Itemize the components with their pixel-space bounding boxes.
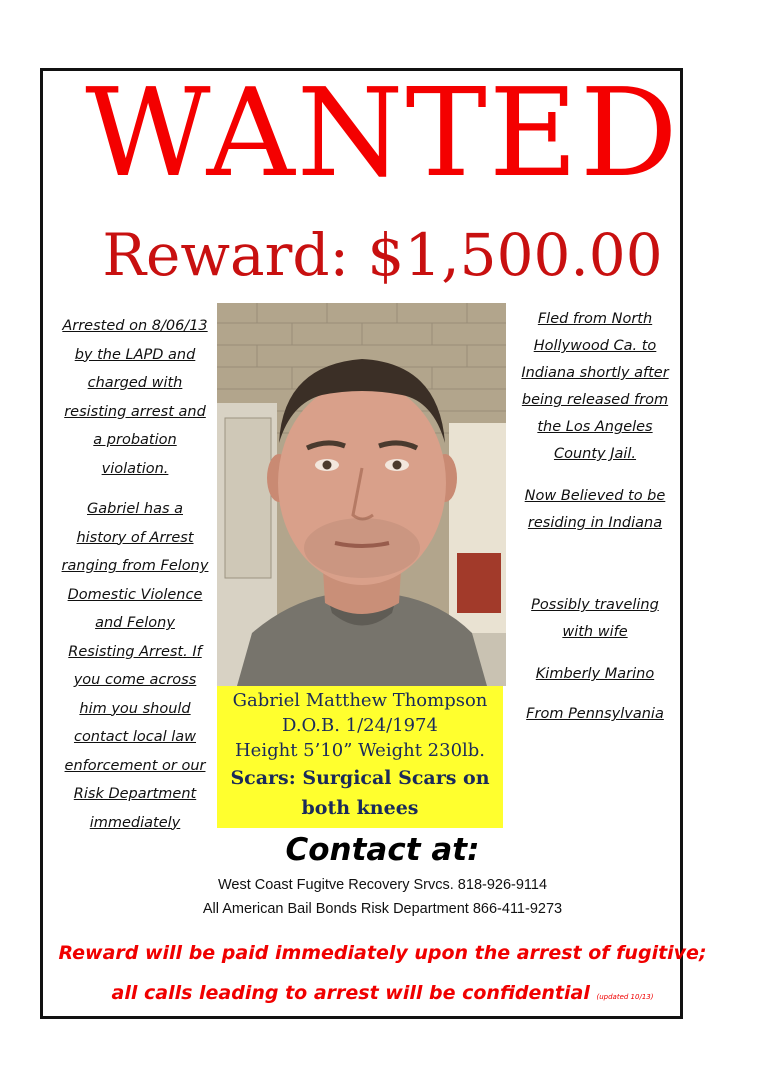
left-history-text — [50, 495, 220, 837]
suspect-scars: Scars: Surgical Scars on — [230, 767, 490, 789]
text-line: immediately — [89, 814, 181, 831]
right-fled-text — [502, 306, 688, 468]
right-origin — [502, 700, 688, 729]
text-line: enforcement or our — [64, 757, 206, 774]
right-residing-text — [502, 483, 688, 537]
text-line: contact local law — [73, 729, 197, 745]
text-line: the Los Angeles — [537, 419, 653, 435]
text-line: Possibly traveling — [531, 597, 659, 613]
text-line: Indiana shortly after — [521, 365, 669, 381]
reward-terms: Reward will be paid immediately upon the arrest of fugitive; — [58, 942, 707, 964]
text-line: history of Arrest — [76, 529, 194, 546]
text-line: him you should — [79, 700, 191, 717]
text-line: ranging from Felony — [61, 558, 209, 574]
text-line: charged with — [87, 375, 183, 391]
text-line: Risk Department — [73, 786, 197, 802]
text-line: a probation — [93, 432, 177, 448]
text-line: Arrested on 8/06/13 — [62, 318, 208, 334]
right-wife-text — [502, 592, 688, 646]
contact-agency-2: All American Bail Bonds Risk Department 866-411-9273 — [202, 901, 563, 917]
text-line: Now Believed to be — [524, 488, 666, 504]
text-line: County Jail. — [553, 446, 637, 462]
text-line: being released from — [521, 392, 669, 408]
text-line: resisting arrest and — [64, 403, 206, 420]
text-line: Kimberly Marino — [535, 666, 655, 682]
suspect-height-weight: Height 5’10” Weight 230lb. — [234, 740, 486, 761]
suspect-info-box — [217, 686, 503, 828]
text-line: and Felony — [95, 615, 175, 631]
text-line: Hollywood Ca. to — [533, 338, 657, 354]
suspect-portrait — [217, 303, 506, 686]
wanted-title: WANTED — [85, 62, 680, 204]
text-line: with wife — [562, 624, 628, 640]
text-line: From Pennsylvania — [526, 706, 664, 722]
text-line: Resisting Arrest. If — [68, 643, 202, 660]
text-line: residing in Indiana — [527, 515, 663, 531]
updated-note: (updated 10/13) — [596, 993, 654, 1001]
reward-amount: Reward: $1,500.00 — [102, 221, 663, 289]
suspect-dob: D.O.B. 1/24/1974 — [282, 715, 438, 736]
text-line: by the LAPD and — [74, 346, 196, 363]
text-line: Domestic Violence — [67, 586, 203, 603]
right-wife-name — [502, 660, 688, 689]
contact-heading: Contact at: — [285, 832, 480, 868]
text-line: Fled from North — [537, 311, 653, 327]
text-line: you come across — [73, 672, 197, 688]
suspect-photo — [217, 303, 506, 686]
confidential-note — [0, 982, 765, 1004]
suspect-name: Gabriel Matthew Thompson — [232, 690, 488, 711]
left-arrest-text — [50, 312, 220, 483]
text-line: violation. — [101, 460, 169, 477]
contact-agency-1: West Coast Fugitve Recovery Srvcs. 818-926-9114 — [217, 877, 548, 893]
suspect-scars-cont: both knees — [301, 797, 419, 819]
confidential-text: all calls leading to arrest will be confidential — [111, 982, 590, 1004]
text-line: Gabriel has a — [87, 501, 183, 517]
